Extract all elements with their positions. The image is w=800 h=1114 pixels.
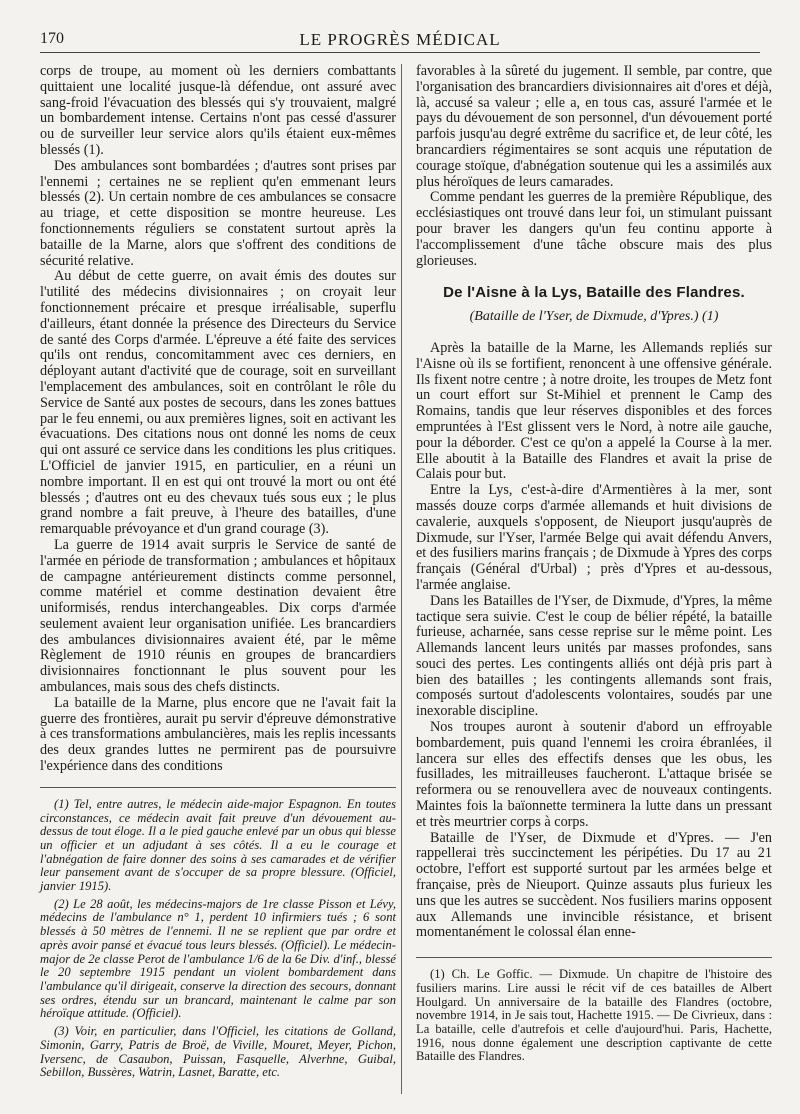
footnote: (1) Tel, entre autres, le médecin aide-major Espagnon. En toutes circonstances, ce médecin avait fait preuve d'un dévouement au-dessus de tout éloge. Il a le pied gauche enlevé par un obus qui blesse un officier et un adjudant à ses côtés. Il a eu le courage et l'abnégation de faire donner des soins à ses camarades et de vérifier leur pansement avant de s'occuper de sa propre blessure. (Officiel, janvier 1915). <box>40 796 396 894</box>
footnote-rule <box>416 957 772 958</box>
right-column <box>416 64 772 1064</box>
paragraph: Nos troupes auront à soutenir d'abord un effroyable bombardement, puis quand l'ennemi les croira ébranlées, il lancera sur elles des effectifs denses que les obus, les fusillades, les mitrailleuses faucheront. L'attaque brisée se reformera ou se renouvellera avec de nouveaux contingents. Maintes fois la baïonnette terminera la lutte dans un pressant et très meurtrier corps à corps. <box>416 719 772 830</box>
paragraph: Entre la Lys, c'est-à-dire d'Armentières à la mer, sont massés douze corps d'armée allemands et huit divisions de cavalerie, auxquels s'opposent, de Nieuport jusqu'auprès de Dixmude, sur l'Yser, l'armée Belge qui avait défendu Anvers, et des fusiliers marins français ; de Dixmude à Ypres des corps français (Général d'Urbal) ; près d'Ypres et au-dessous, l'armée anglaise. <box>416 482 772 593</box>
column-divider <box>401 64 402 1094</box>
page-header <box>40 30 760 54</box>
paragraph: Bataille de l'Yser, de Dixmude et d'Ypres. — J'en rappellerai très succinctement les péripéties. Du 17 au 21 octobre, l'effort est supporté surtout par les armées belge et française, près de Nieuport. Quinze assauts plus furieux les uns que les autres se succèdent. Nos fusiliers marins opposent aux Allemands une invincible résistance, et brisent momentanément le colossal élan enne- <box>416 829 772 941</box>
left-column <box>40 64 396 1080</box>
paragraph: Comme pendant les guerres de la première République, des ecclésiastiques ont trouvé dans leur foi, un stimulant puissant pour braver les dangers qu'un feu continu apporte à l'accomplissement d'une tâche obscure mais des plus glorieuses. <box>416 189 772 269</box>
paragraph: Après la bataille de la Marne, les Allemands repliés sur l'Aisne où ils se fortifient, renoncent à une offensive générale. Ils fixent notre centre ; à notre droite, les troupes de Metz font un court effort sur St-Mihiel et prennent le Camp des Romains, tandis que leur réserves disponibles et des forces empruntées à l'Est glissent vers le Nord, à notre aile gauche, pour la déborder. C'est ce qu'on a appelé la Course à la mer. Elle aboutit à la Bataille des Flandres et avait la prise de Calais pour but. <box>416 339 772 483</box>
footnote: (2) Le 28 août, les médecins-majors de 1re classe Pisson et Lévy, médecins de l'ambulance n° 1, perdent 10 infirmiers tués ; 6 sont blessés à 50 mètres de l'ennemi. Il ne se replient que par ordre et après avoir pansé et évacué tous leurs blessés. (Officiel). Le médecin-major de 2e classe Perot de l'ambulance 1/6 de la 6e Div. d'inf., blessé le 20 septembre 1915 pendant un violent bombardement dans l'ambulance qu'il dirigeait, conserve la direction des secours, donnant ses ordres, étendu sur un brancard, maintenant le calme par son héroïque attitude. (Officiel). <box>40 896 396 1021</box>
footnotes <box>40 798 396 1080</box>
paragraph: Dans les Batailles de l'Yser, de Dixmude, d'Ypres, la même tactique sera suivie. C'est le coup de bélier répété, la bataille furieuse, acharnée, sans cesse reprise sur le même point. Les Allemands lancent leurs unités par masses profondes, sans souci des pertes. Les contingents alliés ont déjà pris part à bien des batailles ; les contingents allemands sont frais, composés surtout d'adolescents volontaires, soudés par une inexorable discipline. <box>416 592 772 720</box>
paragraph: La bataille de la Marne, plus encore que ne l'avait fait la guerre des frontières, aurait pu servir d'épreuve démonstrative à ces transformations ambulancières, mais les replis incessants des deux grandes luttes ne permirent pas de poursuivre l'expérience dans des conditions <box>40 694 396 775</box>
footnote: (1) Ch. Le Goffic. — Dixmude. Un chapitre de l'histoire des fusiliers marins. Lire aussi le récit vif de ces batailles de Albert Houlgard. Un anniversaire de la bataille des Flandres (octobre, novembre 1914, in Je sais tout, Hachette 1915. — De Civrieux, dans : La bataille, celle d'autrefois et celle d'aujourd'hui. Paris, Hachette, 1916, nous donne également une description captivante de cette Bataille des Flandres. <box>416 967 772 1064</box>
header-rule <box>40 52 760 53</box>
footnote: (3) Voir, en particulier, dans l'Officiel, les citations de Golland, Simonin, Garry, Patris de Broë, de Viville, Mouret, Meyer, Pichon, Iversenc, de Casaubon, Puissan, Fasquelle, Alverhne, Guibal, Sebillon, Bussères, Watrin, Lasnet, Baratte, etc. <box>40 1024 396 1080</box>
section-title: De l'Aisne à la Lys, Bataille des Flandres. <box>443 284 745 302</box>
paragraph: corps de troupe, au moment où les derniers combattants quittaient une localité jusque-là défendue, ont assuré avec sang-froid l'évacuation des blessés qui s'y trouvaient, malgré un bombardement intense. Certains n'ont pas cessé d'assurer ou de surveiller leur service alors qu'ils étaient eux-mêmes blessés (1). <box>40 63 396 158</box>
paragraph: Des ambulances sont bombardées ; d'autres sont prises par l'ennemi ; certaines ne se replient qu'en emmenant leurs blessés (2). Un certain nombre de ces ambulances se consacre au triage, et cette disposition se montre heureuse. Les fonctionnements réguliers se constatent surtout après la bataille de la Marne, alors que s'offrent des conditions de sécurité relative. <box>40 157 396 269</box>
journal-title: LE PROGRÈS MÉDICAL <box>299 30 501 49</box>
paragraph: Au début de cette guerre, on avait émis des doutes sur l'utilité des médecins divisionnaires ; on croyait leur fonctionnement précaire et presque irréalisable, superflu d'ailleurs, étant donnée la présence des Directeurs du Service de santé des Corps d'armée. L'épreuve a été faite des services qu'ils ont rendus, concomitamment avec ces derniers, en déployant autant d'activité que de courage, soit en surveillant l'emplacement des ambulances, soit en contrôlant le rôle du Service de Santé aux postes de secours, dans les zones battues par le feu ennemi, ou aux premières lignes, soit en activant les évacuations. Des citations nous ont donné les noms de ceux qui ont assuré ce service dans les conditions les plus critiques. L'Officiel de janvier 1915, en particulier, en a réuni un nombre important. Il en est qui ont trouvé la mort ou ont été blessés ; d'autres ont eu des chevaux tués sous eux ; le plus grand nombre a fait preuve, à l'heure des batailles, d'une remarquable prévoyance et d'un grand courage (3). <box>40 268 396 538</box>
footnote-rule <box>40 787 396 788</box>
paragraph: La guerre de 1914 avait surpris le Service de santé de l'armée en période de transformation ; ambulances et hôpitaux de campagne antérieurement distincts comme personnel, comme matériel et comme destination devaient être uniformisés, rendus interchangeables. Dix corps d'armée seulement avaient leur organisation unifiée. Les brancardiers des ambulances divisionnaires avaient été, par le même Règlement de 1910 réunis en groupes de brancardiers divisionnaires fonctionnant le plus souvent pour les ambulances, mais sous des chefs distincts. <box>40 536 396 696</box>
paragraph: favorables à la sûreté du jugement. Il semble, par contre, que l'organisation des brancardiers divisionnaires ait d'ores et déjà, là, accusé sa valeur ; elle a, en tous cas, assuré l'armée et le pays du dévouement de son personnel, d'un dévouement porté parfois jusqu'au degré extrême du sacrifice et, de leur côté, les brancardiers régimentaires se sont acquis une réputation de courage stoïque, d'abnégation soutenue qui les a assimilés aux plus héroïques de leurs camarades. <box>416 63 772 190</box>
page-number: 170 <box>40 30 64 47</box>
footnotes <box>416 968 772 1064</box>
section-subtitle: (Bataille de l'Yser, de Dixmude, d'Ypres.) (1) <box>469 309 719 325</box>
